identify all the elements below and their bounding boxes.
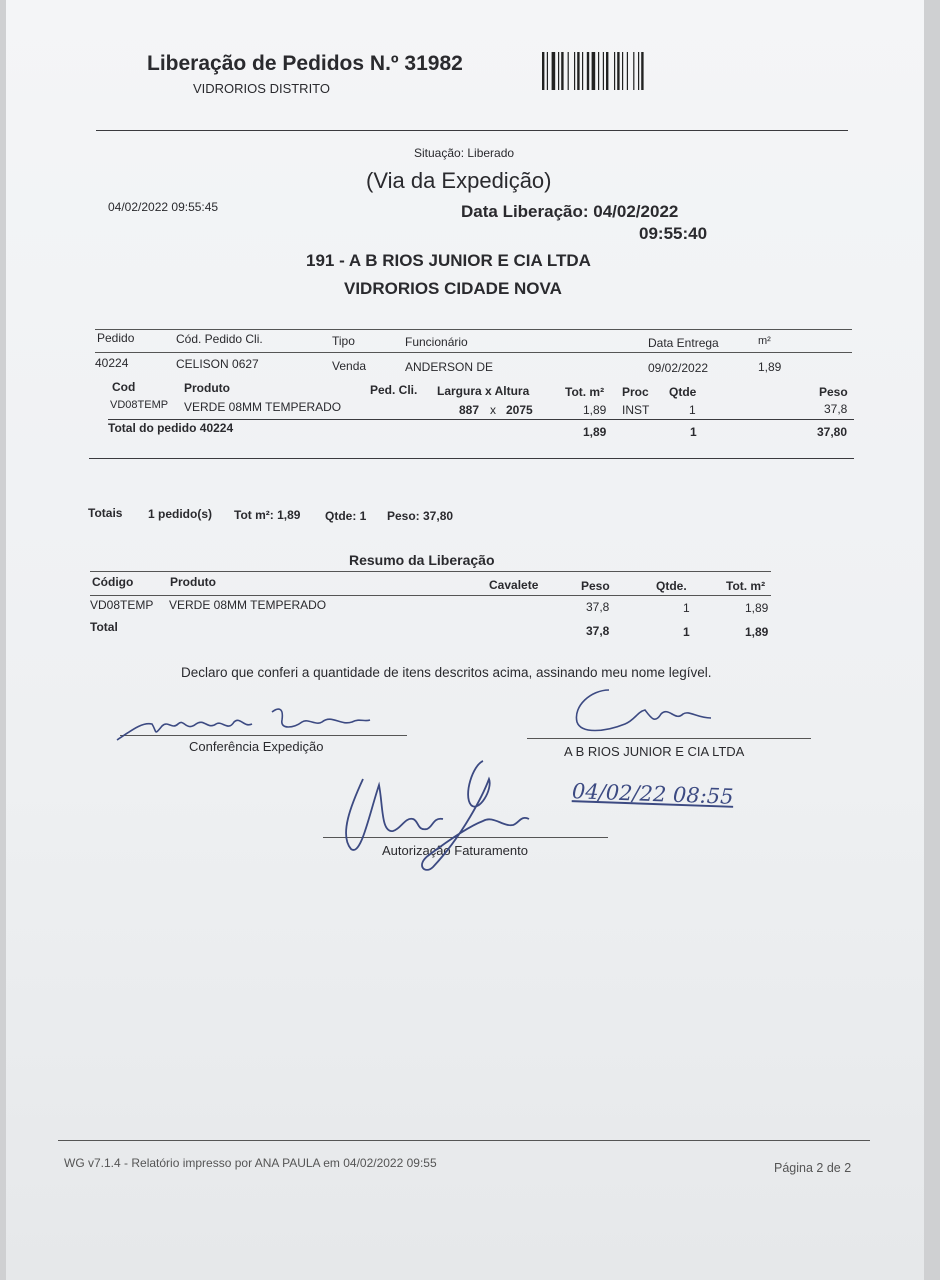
col-m2: m²: [758, 335, 771, 347]
item-col-ped-cli: Ped. Cli.: [370, 383, 418, 397]
order-table-top: [95, 329, 852, 330]
totals-peso: Peso: 37,80: [387, 509, 454, 523]
col-funcionario: Funcionário: [405, 335, 468, 349]
row-tipo: Venda: [332, 359, 367, 373]
conferencia-signature: [112, 700, 374, 746]
summary-col-peso: Peso: [581, 579, 610, 593]
item-col-qtde: Qtde: [669, 385, 697, 399]
order-table-bottom: [89, 458, 854, 459]
header-divider: [96, 130, 848, 131]
summary-row-qtde: 1: [683, 601, 690, 615]
declaration-text: Declaro que conferi a quantidade de itens descritos acima, assinando meu nome legível.: [181, 665, 712, 680]
summary-top: [90, 571, 771, 572]
order-total-label: Total do pedido 40224: [108, 421, 234, 435]
client-store: VIDRORIOS CIDADE NOVA: [344, 279, 562, 298]
release-date: Data Liberação: 04/02/2022: [461, 202, 679, 221]
totals-label: Totais: [88, 506, 123, 520]
item-tot-m2: 1,89: [583, 403, 607, 417]
autorizacao-label: Autorização Faturamento: [382, 843, 528, 858]
status-label: Situação: Liberado: [414, 146, 515, 160]
autorizacao-signature: [333, 755, 533, 875]
item-cod: VD08TEMP: [110, 399, 169, 411]
summary-row-peso: 37,8: [586, 600, 610, 614]
col-pedido: Pedido: [97, 331, 135, 345]
conferencia-label: Conferência Expedição: [189, 739, 324, 754]
footer-divider: [58, 1140, 870, 1141]
row-data-entrega: 09/02/2022: [648, 361, 709, 375]
item-altura: 2075: [506, 403, 533, 417]
cliente-label: A B RIOS JUNIOR E CIA LTDA: [564, 744, 745, 759]
item-col-tot-m2: Tot. m²: [565, 385, 605, 399]
item-col-peso: Peso: [819, 385, 848, 399]
item-col-largura-altura: Largura x Altura: [437, 384, 530, 398]
summary-row-codigo: VD08TEMP: [90, 598, 154, 612]
order-total-peso: 37,80: [817, 425, 848, 439]
summary-row-produto: VERDE 08MM TEMPERADO: [169, 598, 327, 612]
summary-total-tot-m2: 1,89: [745, 625, 769, 639]
row-m2: 1,89: [758, 360, 782, 374]
item-x: x: [490, 403, 496, 417]
row-pedido: 40224: [95, 356, 129, 370]
summary-col-cavalete: Cavalete: [489, 578, 539, 592]
summary-col-codigo: Código: [92, 575, 134, 589]
company-name: VIDRORIOS DISTRITO: [193, 81, 330, 96]
print-datetime: 04/02/2022 09:55:45: [108, 200, 219, 214]
col-data-entrega: Data Entrega: [648, 336, 719, 350]
via-label: (Via da Expedição): [366, 168, 552, 193]
order-total-qtde: 1: [690, 425, 697, 439]
footer-print-info: WG v7.1.4 - Relatório impresso por ANA PAULA em 04/02/2022 09:55: [64, 1156, 437, 1170]
item-qtde: 1: [689, 403, 696, 417]
summary-total-qtde: 1: [683, 625, 690, 639]
item-proc: INST: [622, 403, 650, 417]
summary-total-label: Total: [90, 620, 118, 634]
item-peso: 37,8: [824, 402, 848, 416]
release-time: 09:55:40: [639, 224, 708, 243]
summary-total-peso: 37,8: [586, 624, 610, 638]
totals-pedidos: 1 pedido(s): [148, 507, 213, 521]
barcode: [542, 52, 674, 92]
row-funcionario: ANDERSON DE: [405, 360, 494, 374]
item-col-proc: Proc: [622, 385, 649, 399]
summary-row-tot-m2: 1,89: [745, 601, 769, 615]
cliente-signature: [565, 684, 715, 740]
handwritten-date: 04/02/22 08:55: [571, 779, 734, 809]
summary-header-divider: [90, 595, 771, 596]
client-name: 191 - A B RIOS JUNIOR E CIA LTDA: [306, 251, 591, 270]
col-tipo: Tipo: [332, 334, 355, 348]
footer-page-number: Página 2 de 2: [774, 1161, 852, 1175]
document-title: Liberação de Pedidos N.º 31982: [147, 52, 463, 75]
col-cod-cli: Cód. Pedido Cli.: [176, 332, 263, 346]
order-header-divider: [95, 352, 852, 353]
row-cod-cli: CELISON 0627: [176, 357, 259, 371]
item-produto: VERDE 08MM TEMPERADO: [184, 400, 342, 414]
item-col-produto: Produto: [184, 381, 230, 395]
item-total-divider: [108, 419, 854, 420]
summary-title: Resumo da Liberação: [349, 552, 495, 568]
summary-col-qtde: Qtde.: [656, 579, 687, 593]
totals-qtde: Qtde: 1: [325, 509, 367, 523]
summary-col-produto: Produto: [170, 575, 216, 589]
item-largura: 887: [459, 403, 480, 417]
totals-m2: Tot m²: 1,89: [234, 508, 301, 522]
item-col-cod: Cod: [112, 380, 136, 394]
summary-col-tot-m2: Tot. m²: [726, 579, 766, 593]
order-total-m2: 1,89: [583, 425, 607, 439]
